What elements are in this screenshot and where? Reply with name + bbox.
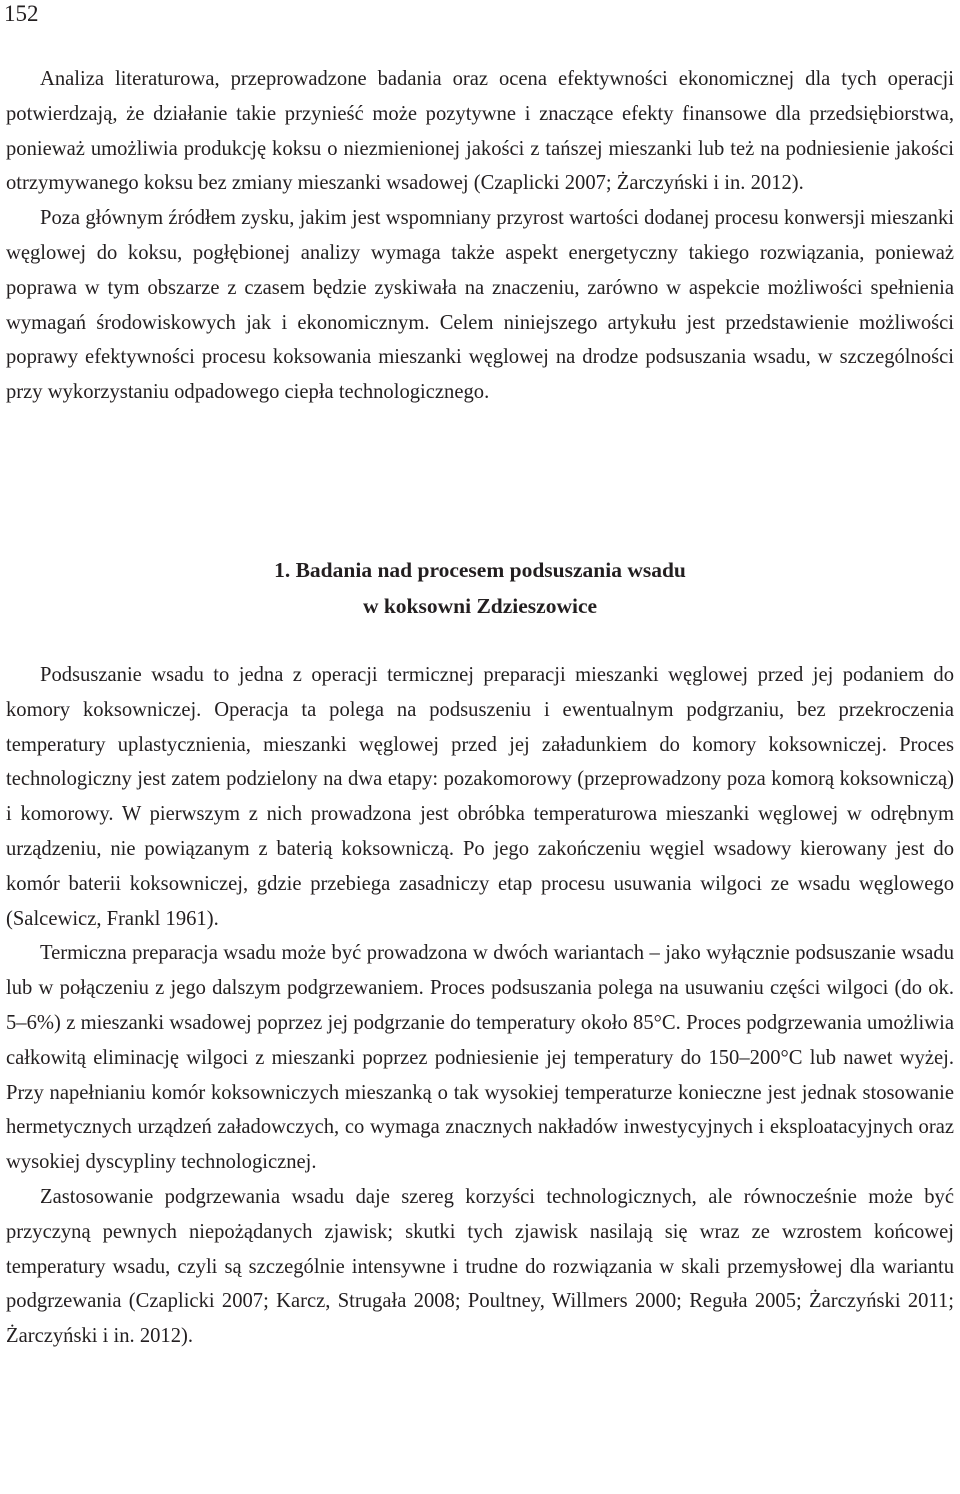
page-number: 152 [4, 1, 39, 26]
paragraph: Zastosowanie podgrzewania wsadu daje szereg korzyści technologicznych, ale równocześnie może być przyczyną pewnych niepożądanych zjawisk; skutki tych zjawisk nasilają się wraz ze wzrostem końcowej temperatury wsadu, czyli są szczególnie intensywne i trudne do rozwiązania w skali przemysłowej dla wariantu podgrzewania (Czaplicki 2007; Karcz, Strugała 2008; Poultney, Willmers 2000; Reguła 2005; Żarczyński 2011; Żarczyński i in. 2012). [6, 1185, 954, 1348]
section-text [6, 658, 954, 1354]
intro-text [6, 62, 954, 410]
paragraph: Analiza literaturowa, przeprowadzone badania oraz ocena efektywności ekonomicznej dla tych operacji potwierdzają, że działanie takie przynieść może pozytywne i znaczące efekty finansowe dla przedsiębiorstwa, ponieważ umożliwia produkcję koksu o niezmienionej jakości z tańszej mieszanki lub też na podniesienie jakości otrzymywanego koksu bez zmiany mieszanki wsadowej (Czaplicki 2007; Żarczyński i in. 2012). [6, 68, 954, 195]
section-heading-line-2: w koksowni Zdzieszowice [362, 594, 598, 618]
section-heading-line-1: 1. Badania nad procesem podsuszania wsadu [274, 558, 686, 582]
paragraph: Podsuszanie wsadu to jedna z operacji termicznej preparacji mieszanki węglowej przed jej podaniem do komory koksowniczej. Operacja ta polega na podsuszeniu i ewentualnym podgrzaniu, bez przekroczenia temperatury uplastycznienia, mieszanki węglowej przed jej załadunkiem do komory koksowniczej. Proces technologiczny jest zatem podzielony na dwa etapy: pozakomorowy (przeprowadzony poza komorą koksowniczą) i komorowy. W pierwszym z nich prowadzona jest obróbka temperaturowa mieszanki węglowej w odrębnym urządzeniu, nie powiązanym z baterią koksowniczą. Po jego zakończeniu węgiel wsadowy kierowany jest do komór baterii koksowniczej, gdzie przebiega zasadniczy etap procesu usuwania wilgoci ze wsadu węglowego (Salcewicz, Frankl 1961). [6, 664, 954, 930]
paragraph: Poza głównym źródłem zysku, jakim jest wspomniany przyrost wartości dodanej procesu konwersji mieszanki węglowej do koksu, pogłębionej analizy wymaga także aspekt energetyczny takiego rozwiązania, ponieważ poprawa w tym obszarze z czasem będzie zyskiwała na znaczeniu, zarówno w aspekcie możliwości spełnienia wymagań środowiskowych jak i ekonomicznym. Celem niniejszego artykułu jest przedstawienie możliwości poprawy efektywności procesu koksowania mieszanki węglowej na drodze podsuszania wsadu, w szczególności przy wykorzystaniu odpadowego ciepła technologicznego. [6, 207, 954, 404]
paragraph: Termiczna preparacja wsadu może być prowadzona w dwóch wariantach – jako wyłącznie podsuszanie wsadu lub w połączeniu z jego dalszym podgrzewaniem. Proces podsuszania polega na usuwaniu części wilgoci (do ok. 5–6%) z mieszanki wsadowej poprzez jej podgrzanie do temperatury około 85°C. Proces podgrzewania umożliwia całkowitą eliminację wilgoci z mieszanki poprzez podniesienie jej temperatury do 150–200°C lub nawet wyżej. Przy napełnianiu komór koksowniczych mieszanką o tak wysokiej temperaturze konieczne jest jednak stosowanie hermetycznych urządzeń załadowczych, co wymaga znacznych nakładów inwestycyjnych i eksploatacyjnych oraz wysokiej dyscypliny technologicznej. [6, 942, 954, 1174]
section-heading [0, 552, 960, 624]
